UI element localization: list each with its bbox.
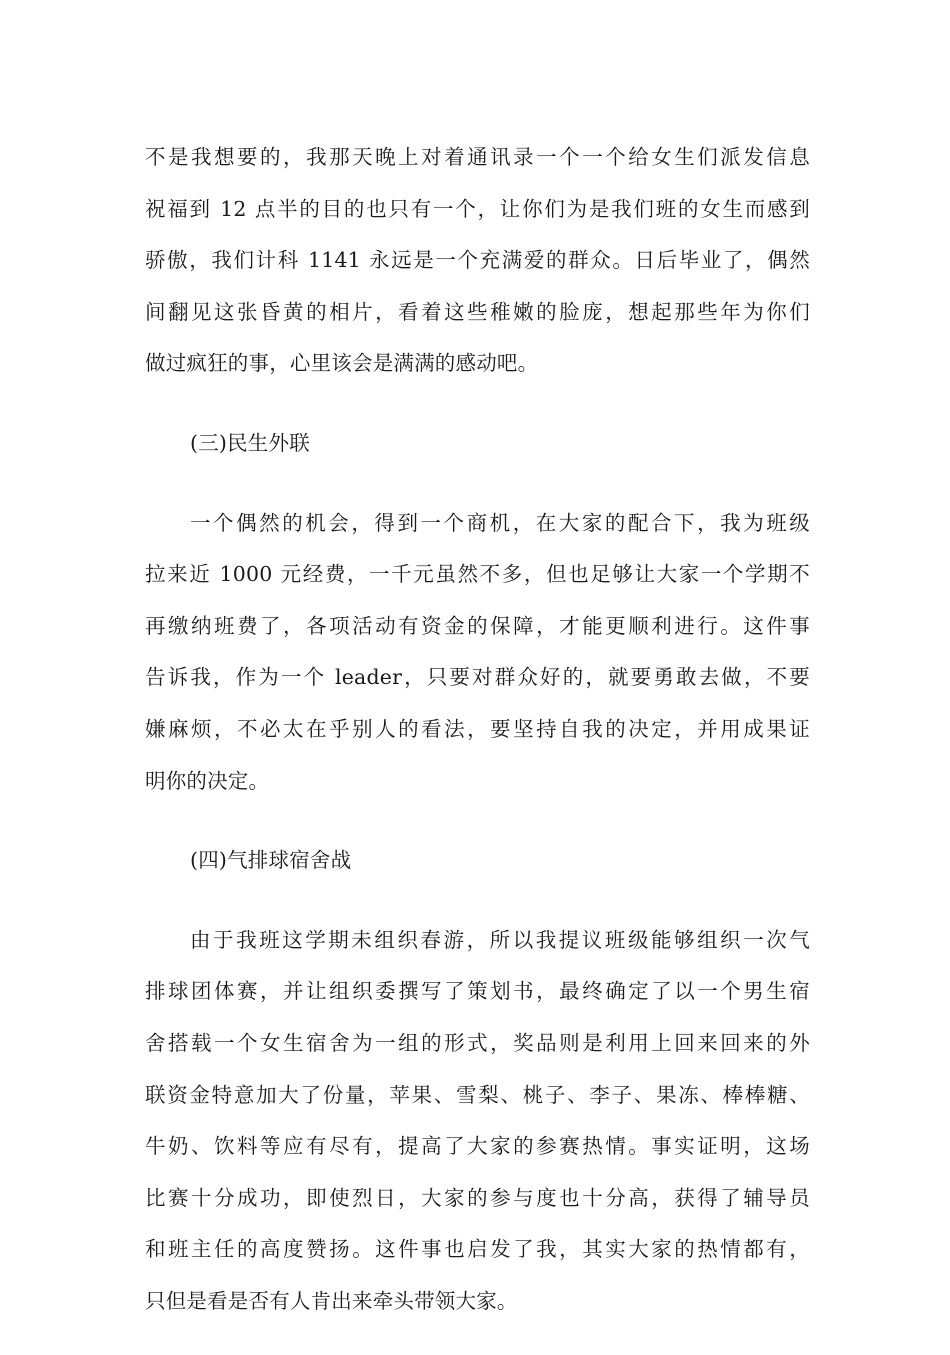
text-line: 嫌麻烦，不必太在乎别人的看法，要坚持自我的决定，并用成果证 [145, 716, 810, 741]
text-line: 舍搭载一个女生宿舍为一组的形式，奖品则是利用上回来回来的外 [145, 1030, 810, 1055]
text-line: 做过疯狂的事，心里该会是满满的感动吧。 [145, 351, 539, 376]
text-line: 再缴纳班费了，各项活动有资金的保障，才能更顺利进行。这件事 [145, 613, 810, 638]
section-heading-volleyball: (四)气排球宿舍战 [190, 848, 352, 873]
text-line: 间翻见这张昏黄的相片，看着这些稚嫩的脸庞，想起那些年为你们 [145, 299, 810, 324]
text-line: 不是我想要的，我那天晚上对着通讯录一个一个给女生们派发信息 [145, 145, 810, 169]
text-line: 祝福到 12 点半的目的也只有一个，让你们为是我们班的女生而感到 [145, 196, 810, 221]
text-line: 和班主任的高度赞扬。这件事也启发了我，其实大家的热情都有， [145, 1237, 810, 1262]
text-line: 联资金特意加大了份量，苹果、雪梨、桃子、李子、果冻、棒棒糖、 [145, 1082, 810, 1107]
text-line: 由于我班这学期未组织春游，所以我提议班级能够组织一次气 [190, 927, 810, 952]
document-body [145, 132, 810, 1355]
paragraph-minsheng [145, 498, 810, 808]
paragraph-continuation [145, 132, 810, 390]
text-line: 明你的决定。 [145, 768, 270, 793]
text-line: 排球团体赛，并让组织委撰写了策划书，最终确定了以一个男生宿 [145, 979, 810, 1004]
text-line: 一个偶然的机会，得到一个商机，在大家的配合下，我为班级 [190, 510, 810, 535]
text-line: 只但是看是否有人肯出来牵头带领大家。 [145, 1288, 518, 1313]
text-line: 骄傲，我们计科 1141 永远是一个充满爱的群众。日后毕业了，偶然 [145, 248, 810, 273]
paragraph-volleyball [145, 915, 810, 1328]
text-line: 比赛十分成功，即使烈日，大家的参与度也十分高，获得了辅导员 [145, 1185, 810, 1210]
section-heading-minsheng: (三)民生外联 [190, 430, 310, 455]
text-line: 牛奶、饮料等应有尽有，提高了大家的参赛热情。事实证明，这场 [145, 1134, 810, 1159]
text-line: 拉来近 1000 元经费，一千元虽然不多，但也足够让大家一个学期不 [145, 562, 810, 587]
text-line: 告诉我，作为一个 leader，只要对群众好的，就要勇敢去做，不要 [145, 665, 810, 690]
